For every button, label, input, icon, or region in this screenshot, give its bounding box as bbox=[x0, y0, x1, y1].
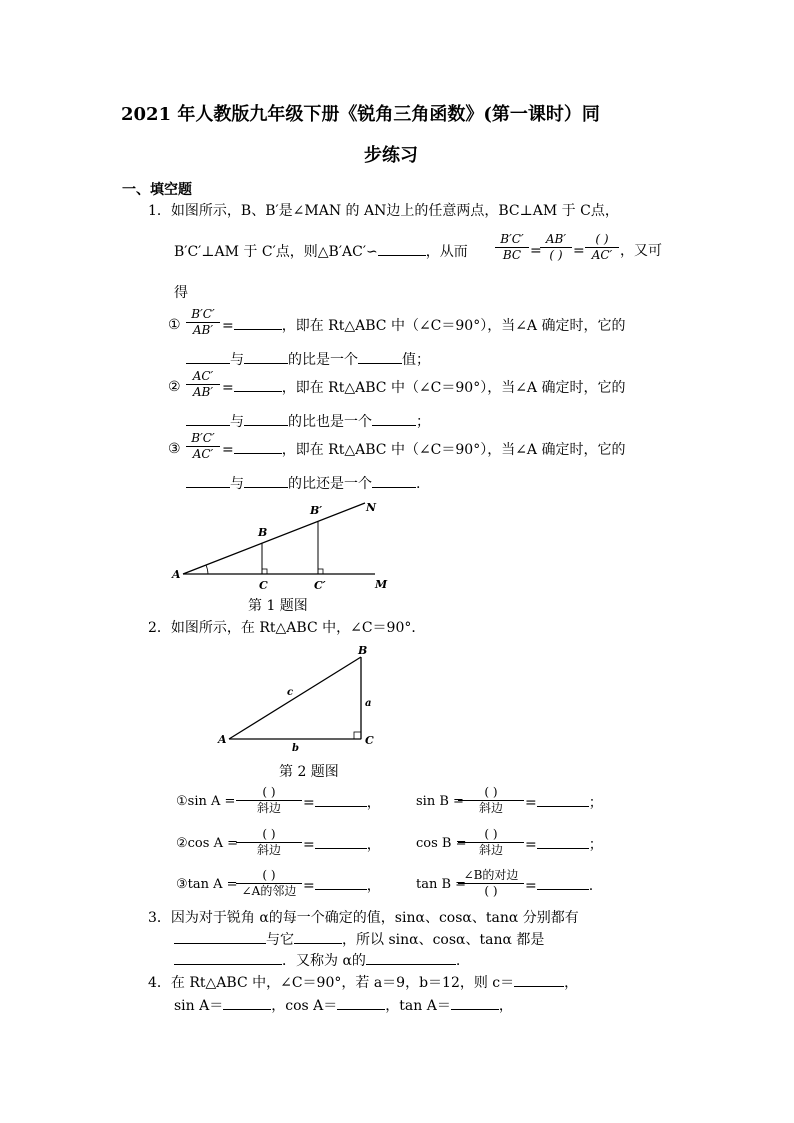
q2-row3-right-label: tan B = bbox=[416, 877, 467, 892]
blank[interactable] bbox=[186, 474, 230, 488]
q2-row2-right-answer: = ； bbox=[525, 837, 603, 853]
blank[interactable] bbox=[244, 350, 288, 364]
fig1-label-B2: B′ bbox=[310, 504, 323, 517]
blank[interactable] bbox=[234, 316, 282, 330]
q1-line2: B′C′⊥AM 于 C′点，则△B′AC′∽ ，从而 bbox=[174, 244, 468, 260]
blank[interactable] bbox=[315, 876, 367, 890]
q4-line1: 4．在 Rt△ABC 中，∠C＝90°，若 a＝9，b＝12，则 c＝ ， bbox=[148, 975, 579, 991]
blank[interactable] bbox=[378, 242, 426, 256]
fig1-label-B: B bbox=[258, 526, 268, 539]
q2-line1: 2．如图所示，在 Rt△ABC 中，∠C＝90°． bbox=[148, 620, 426, 636]
blank[interactable] bbox=[537, 793, 589, 807]
q1-line1: 1．如图所示，B、B′是∠MAN 的 AN边上的任意两点，BC⊥AM 于 C点， bbox=[148, 203, 619, 219]
q4-line2: sin A＝ ，cos A＝ ，tan A＝ ， bbox=[174, 998, 513, 1014]
q1-eq-2: = bbox=[573, 243, 585, 259]
blank[interactable] bbox=[234, 440, 282, 454]
q3-line2: 与它 ，所以 sinα、cosα、tanα 都是 bbox=[174, 930, 544, 949]
q2-row3-right-frac: ∠B的对边 ( ) bbox=[458, 868, 524, 899]
fig2-label-A: A bbox=[218, 733, 227, 746]
q2-row3-left-frac: ( ) ∠A的邻边 bbox=[236, 868, 302, 899]
q2-row1-left-frac: ( ) 斜边 bbox=[236, 785, 302, 816]
q1-item2-text: = ，即在 Rt△ABC 中（∠C＝90°），当∠A 确定时，它的 bbox=[222, 380, 626, 396]
fig1-label-A: A bbox=[172, 568, 181, 581]
blank[interactable] bbox=[514, 973, 564, 987]
blank[interactable] bbox=[186, 350, 230, 364]
q1-item2-frac: $\frac{AC'}{AB'}$ bbox=[186, 369, 220, 400]
blank[interactable] bbox=[174, 930, 266, 944]
q2-row1-left-label: ①sin A = bbox=[176, 794, 236, 809]
q1-item1-text: = ，即在 Rt△ABC 中（∠C＝90°），当∠A 确定时，它的 bbox=[222, 318, 626, 334]
q2-row1-right-label: sin B = bbox=[416, 794, 464, 809]
page-title-line2: 步练习 bbox=[364, 145, 418, 166]
blank[interactable] bbox=[186, 412, 230, 426]
q2-row1-right-frac: ( ) 斜边 bbox=[458, 785, 524, 816]
q1-item3-line2: 与 的比还是一个 . bbox=[186, 474, 420, 493]
blank[interactable] bbox=[223, 996, 271, 1010]
fig2-label-b: b bbox=[292, 743, 299, 754]
blank[interactable] bbox=[234, 378, 282, 392]
q2-row1-left-answer: = ， bbox=[303, 795, 381, 811]
blank[interactable] bbox=[358, 350, 402, 364]
q1-eq-1: = bbox=[530, 243, 542, 259]
figure-1 bbox=[170, 495, 400, 595]
q2-row2-right-frac: ( ) 斜边 bbox=[458, 827, 524, 858]
fig1-label-C2: C′ bbox=[314, 579, 326, 592]
fig2-label-a: a bbox=[365, 698, 372, 709]
blank[interactable] bbox=[537, 876, 589, 890]
q1-item1-mark: ① bbox=[168, 317, 181, 333]
fig2-label-C: C bbox=[365, 734, 374, 747]
q1-frac-3: ( ) AC′ bbox=[585, 232, 619, 263]
q2-row2-right-label: cos B = bbox=[416, 836, 467, 851]
q1-item1-frac: $\frac{B'C'}{AB'}$ bbox=[186, 307, 220, 338]
q1-item2-mark: ② bbox=[168, 379, 181, 395]
blank[interactable] bbox=[337, 996, 385, 1010]
q1-item3-mark: ③ bbox=[168, 441, 181, 457]
q1-frac-2: AB′ ( ) bbox=[540, 232, 572, 263]
q1-frac-1: $\frac{B'C'}{BC}$ bbox=[495, 232, 529, 263]
q2-row2-left-label: ②cos A = bbox=[176, 836, 238, 851]
q1-item1-line2: 与 的比是一个 值； bbox=[186, 350, 430, 369]
fig1-label-N: N bbox=[366, 501, 377, 514]
q1-item2-line2: 与 的比也是一个 ； bbox=[186, 412, 430, 431]
q2-row2-left-answer: = ， bbox=[303, 837, 381, 853]
q2-row3-right-answer: = . bbox=[525, 878, 594, 894]
q2-row1-right-answer: = ； bbox=[525, 795, 603, 811]
blank[interactable] bbox=[372, 474, 416, 488]
q2-row3-left-label: ③tan A = bbox=[176, 877, 238, 892]
blank[interactable] bbox=[451, 996, 499, 1010]
page-title-line1: 2021 年人教版九年级下册《锐角三角函数》(第一课时）同 bbox=[121, 104, 600, 125]
blank[interactable] bbox=[366, 951, 456, 965]
fig2-label-B: B bbox=[358, 644, 368, 657]
q3-line3: ．又称为 α的 . bbox=[174, 951, 460, 970]
q2-row3-left-answer: = ， bbox=[303, 878, 381, 894]
figure-2 bbox=[214, 640, 384, 755]
fig2-label-c: c bbox=[287, 687, 294, 698]
blank[interactable] bbox=[294, 930, 342, 944]
q1-line3: 得 bbox=[174, 285, 188, 301]
q1-item3-text: = ，即在 Rt△ABC 中（∠C＝90°），当∠A 确定时，它的 bbox=[222, 442, 626, 458]
figure-2-caption: 第 2 题图 bbox=[279, 764, 339, 780]
blank[interactable] bbox=[315, 835, 367, 849]
blank[interactable] bbox=[315, 793, 367, 807]
blank[interactable] bbox=[244, 412, 288, 426]
q3-line1: 3．因为对于锐角 α的每一个确定的值，sinα、cosα、tanα 分别都有 bbox=[148, 910, 579, 926]
blank[interactable] bbox=[372, 412, 416, 426]
blank[interactable] bbox=[174, 951, 282, 965]
figure-1-caption: 第 1 题图 bbox=[248, 598, 308, 614]
q1-item3-frac: $\frac{B'C'}{AC'}$ bbox=[186, 431, 220, 462]
q1-line2-end: ，又可 bbox=[620, 243, 662, 259]
fig1-label-M: M bbox=[375, 578, 388, 591]
section-heading: 一、填空题 bbox=[122, 182, 192, 198]
blank[interactable] bbox=[537, 835, 589, 849]
blank[interactable] bbox=[244, 474, 288, 488]
q2-row2-left-frac: ( ) 斜边 bbox=[236, 827, 302, 858]
fig1-label-C: C bbox=[259, 579, 268, 592]
